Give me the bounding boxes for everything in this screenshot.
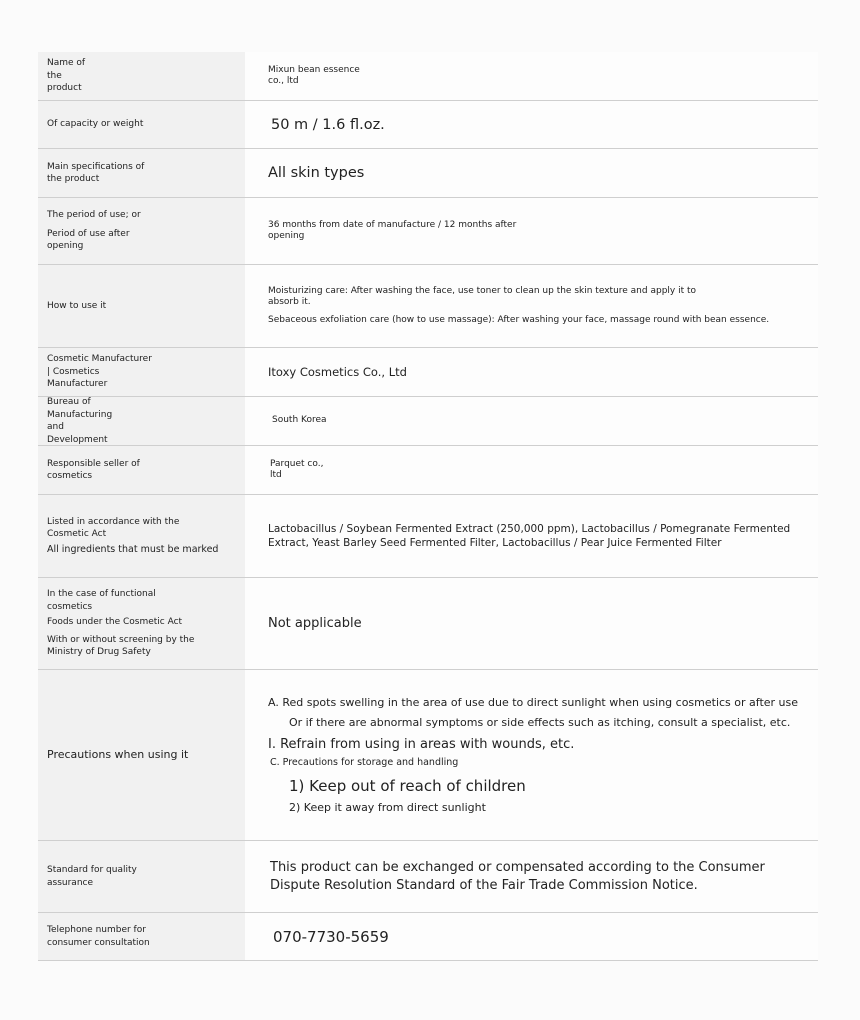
value-line: Or if there are abnormal symptoms or side effects such as itching, consult a specialist, etc. bbox=[289, 716, 791, 729]
row-value bbox=[245, 265, 818, 347]
row-value bbox=[245, 495, 818, 577]
row-value bbox=[245, 670, 818, 840]
label-line: Main specifications of bbox=[47, 161, 145, 172]
value-line: 2) Keep it away from direct sunlight bbox=[289, 801, 486, 814]
value-line: ltd bbox=[270, 470, 282, 480]
row-label bbox=[38, 198, 245, 264]
row-value bbox=[245, 841, 818, 912]
label-line: | Cosmetics bbox=[47, 366, 100, 377]
table-row bbox=[38, 265, 818, 348]
label-line: Telephone number for bbox=[47, 925, 146, 935]
value-line: Mixun bean essence bbox=[268, 64, 360, 75]
row-value bbox=[245, 397, 818, 445]
label-line: Listed in accordance with the bbox=[47, 516, 180, 527]
value-line: Sebaceous exfoliation care (how to use massage): After washing your face, massage round with bean essence. bbox=[268, 314, 770, 325]
value-line: Itoxy Cosmetics Co., Ltd bbox=[268, 364, 407, 379]
label-line: consumer consultation bbox=[47, 937, 150, 948]
label-line: the product bbox=[47, 174, 100, 184]
table-row bbox=[38, 446, 818, 495]
value-line: Extract, Yeast Barley Seed Fermented Filter, Lactobacillus / Pear Juice Fermented Filter bbox=[268, 537, 722, 549]
row-value bbox=[245, 149, 818, 197]
value-line: C. Precautions for storage and handling bbox=[270, 757, 459, 768]
label-line: Precautions when using it bbox=[47, 747, 189, 761]
label-line: In the case of functional bbox=[47, 589, 156, 600]
table-row bbox=[38, 52, 818, 101]
row-label bbox=[38, 149, 245, 197]
label-line: How to use it bbox=[47, 300, 107, 311]
row-label bbox=[38, 397, 245, 445]
row-label bbox=[38, 913, 245, 960]
label-line: and bbox=[47, 422, 64, 432]
value-line: 50 m / 1.6 fl.oz. bbox=[271, 116, 385, 133]
label-line: opening bbox=[47, 241, 84, 252]
value-line: Parquet co., bbox=[270, 458, 324, 469]
row-label bbox=[38, 446, 245, 494]
table-row bbox=[38, 495, 818, 578]
value-line: 070-7730-5659 bbox=[273, 927, 389, 946]
label-line: Bureau of bbox=[47, 397, 91, 407]
row-label bbox=[38, 52, 245, 100]
label-line: Manufacturing bbox=[47, 409, 113, 420]
table-row bbox=[38, 198, 818, 265]
label-line: Ministry of Drug Safety bbox=[47, 647, 151, 658]
row-value bbox=[245, 446, 818, 494]
value-line: South Korea bbox=[272, 415, 327, 426]
row-label bbox=[38, 841, 245, 912]
row-label bbox=[38, 348, 245, 396]
label-line: cosmetics bbox=[47, 601, 93, 612]
row-value bbox=[245, 913, 818, 960]
row-label bbox=[38, 101, 245, 148]
row-label bbox=[38, 265, 245, 347]
row-value bbox=[245, 578, 818, 669]
label-line: Responsible seller of bbox=[47, 458, 140, 469]
label-line: assurance bbox=[47, 877, 94, 888]
value-line: This product can be exchanged or compensated according to the Consumer bbox=[270, 859, 765, 875]
label-line: With or without screening by the bbox=[47, 634, 195, 645]
label-line: Of capacity or weight bbox=[47, 119, 144, 130]
row-label bbox=[38, 670, 245, 840]
label-line: The period of use; or bbox=[47, 210, 141, 221]
value-line: All skin types bbox=[268, 165, 365, 181]
row-label bbox=[38, 578, 245, 669]
row-value bbox=[245, 198, 818, 264]
table-row bbox=[38, 348, 818, 397]
value-line: co., ltd bbox=[268, 76, 299, 86]
label-line: Manufacturer bbox=[47, 379, 108, 390]
value-line: absorb it. bbox=[268, 297, 311, 308]
table-row bbox=[38, 913, 818, 961]
value-line: opening bbox=[268, 231, 305, 241]
label-line: Name of bbox=[47, 58, 86, 69]
row-value bbox=[245, 348, 818, 396]
label-line: All ingredients that must be marked bbox=[47, 543, 219, 555]
table-row bbox=[38, 149, 818, 198]
table-row bbox=[38, 841, 818, 913]
table-row bbox=[38, 397, 818, 446]
label-line: the bbox=[47, 70, 62, 81]
row-label bbox=[38, 495, 245, 577]
value-line: Moisturizing care: After washing the face, use toner to clean up the skin texture and apply it to bbox=[268, 285, 697, 296]
value-line: Lactobacillus / Soybean Fermented Extract (250,000 ppm), Lactobacillus / Pomegranate Fermented bbox=[268, 523, 791, 535]
value-line: Not applicable bbox=[268, 616, 362, 631]
label-line: Cosmetic Act bbox=[47, 529, 107, 540]
value-line: 36 months from date of manufacture / 12 months after bbox=[268, 219, 517, 230]
row-value bbox=[245, 101, 818, 148]
value-line: 1) Keep out of reach of children bbox=[289, 777, 526, 795]
label-line: Standard for quality bbox=[47, 865, 137, 875]
table-row bbox=[38, 101, 818, 149]
value-line: Dispute Resolution Standard of the Fair Trade Commission Notice. bbox=[270, 877, 698, 893]
label-line: cosmetics bbox=[47, 471, 93, 481]
row-value bbox=[245, 52, 818, 100]
product-info-table bbox=[38, 52, 818, 961]
label-line: product bbox=[47, 83, 82, 94]
label-line: Cosmetic Manufacturer bbox=[47, 354, 152, 365]
table-row bbox=[38, 670, 818, 841]
label-line: Foods under the Cosmetic Act bbox=[47, 617, 183, 628]
value-line: I. Refrain from using in areas with wounds, etc. bbox=[268, 737, 575, 752]
value-line: A. Red spots swelling in the area of use due to direct sunlight when using cosmetics or after use bbox=[268, 696, 799, 709]
label-line: Period of use after bbox=[47, 228, 130, 239]
label-line: Development bbox=[47, 434, 108, 445]
table-row bbox=[38, 578, 818, 670]
